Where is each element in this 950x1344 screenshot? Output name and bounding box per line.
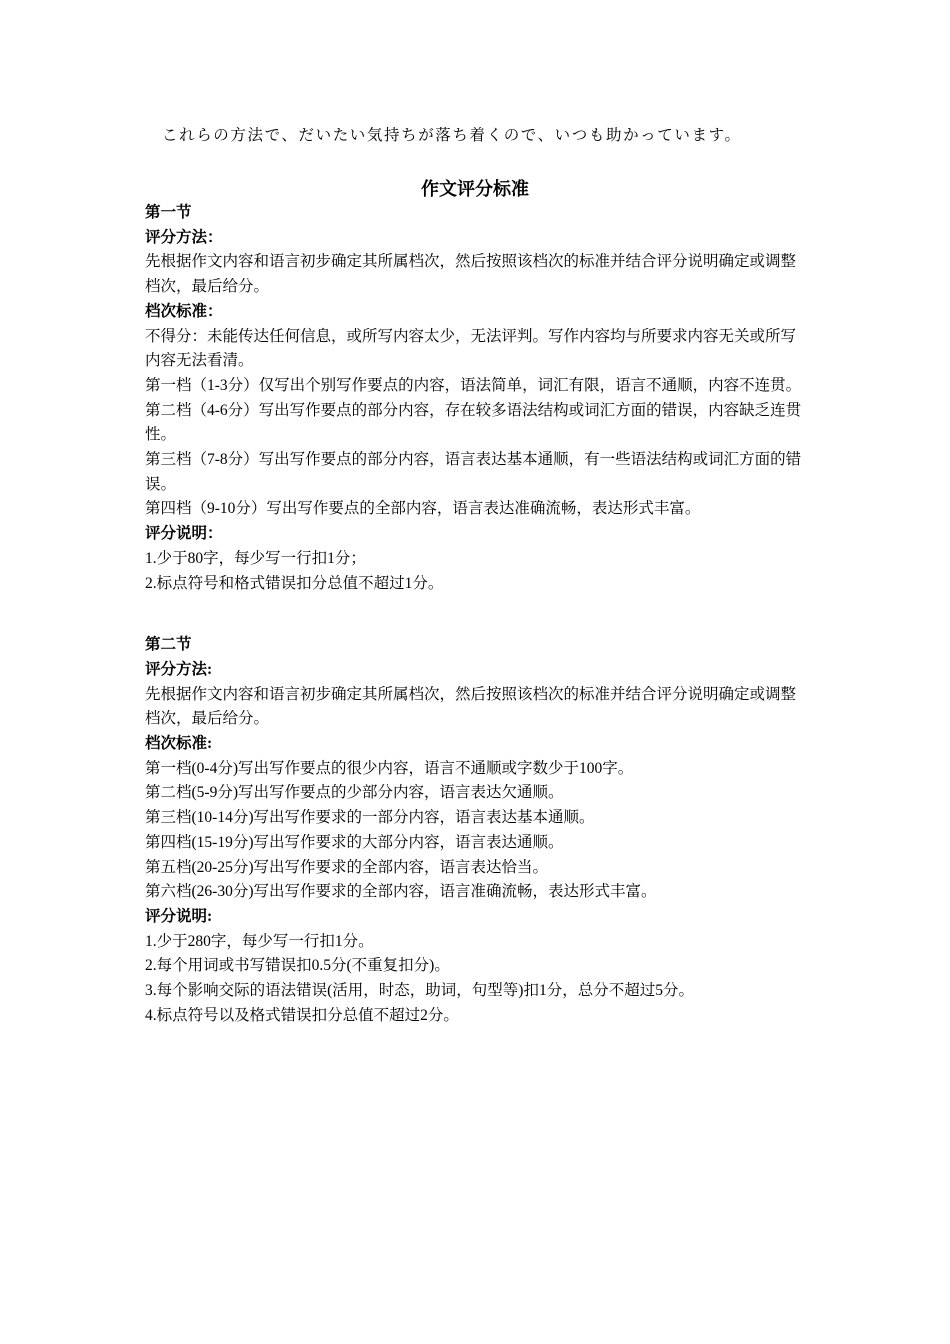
grade-item: 第四档(15-19分)写出写作要求的大部分内容，语言表达通顺。: [145, 833, 564, 851]
rubric-content: [145, 201, 809, 1029]
grade-item: 第六档(26-30分)写出写作要求的全部内容，语言准确流畅，表达形式丰富。: [145, 883, 657, 901]
note-item: 1.少于80字，每少写一行扣1分；: [145, 549, 366, 567]
grades-heading: 档次标准：: [145, 302, 223, 320]
section-2: [145, 633, 809, 1028]
notes-heading: 评分说明：: [145, 525, 223, 543]
method-text: 先根据作文内容和语言初步确定其所属档次，然后按照该档次的标准并结合评分说明确定或调整档次，最后给分。: [145, 253, 797, 296]
section-1: [145, 201, 809, 596]
note-item: 2.标点符号和格式错误扣分总值不超过1分。: [145, 574, 444, 592]
grade-item: 不得分：未能传达任何信息，或所写内容太少，无法评判。写作内容均与所要求内容无关或所写内容无法看清。: [145, 327, 797, 370]
grade-item: 第四档（9-10分）写出写作要点的全部内容，语言表达准确流畅，表达形式丰富。: [145, 500, 701, 518]
intro-line: これらの方法で、だいたい気持ちが落ち着くので、いつも助かっています。: [162, 127, 742, 144]
method-heading: 评分方法:: [145, 660, 213, 678]
section-heading: 第一节: [145, 204, 192, 221]
note-item: 4.标点符号以及格式错误扣分总值不超过2分。: [145, 1006, 459, 1024]
grade-item: 第二档(5-9分)写出写作要点的少部分内容，语言表达欠通顺。: [145, 784, 564, 802]
section-spacer: [145, 596, 809, 633]
grade-item: 第三档（7-8分）写出写作要点的部分内容，语言表达基本通顺，有一些语法结构或词汇方面的错误。: [145, 451, 802, 493]
grade-item: 第五档(20-25分)写出写作要求的全部内容，语言表达恰当。: [145, 858, 548, 876]
grade-item: 第二档（4-6分）写出写作要点的部分内容，存在较多语法结构或词汇方面的错误，内容缺乏连贯性。: [145, 401, 802, 444]
page-title: 作文评分标准: [421, 179, 529, 199]
notes-heading: 评分说明:: [145, 907, 213, 925]
grade-item: 第一档（1-3分）仅写出个别写作要点的内容，语法简单，词汇有限，语言不通顺，内容不连贯。: [145, 376, 802, 394]
note-item: 2.每个用词或书写错误扣0.5分(不重复扣分)。: [145, 957, 450, 975]
grade-item: 第三档(10-14分)写出写作要求的一部分内容，语言表达基本通顺。: [145, 809, 595, 827]
method-text: 先根据作文内容和语言初步确定其所属档次，然后按照该档次的标准并结合评分说明确定或调整档次，最后给分。: [145, 685, 797, 728]
section-heading: 第二节: [145, 636, 192, 654]
note-item: 1.少于280字，每少写一行扣1分。: [145, 932, 374, 950]
grades-heading: 档次标准:: [145, 735, 213, 753]
grade-item: 第一档(0-4分)写出写作要点的很少内容，语言不通顺或字数少于100字。: [145, 759, 634, 777]
method-heading: 评分方法：: [145, 228, 223, 246]
note-item: 3.每个影响交际的语法错误(活用，时态，助词，句型等)扣1分，总分不超过5分。: [145, 982, 694, 1000]
